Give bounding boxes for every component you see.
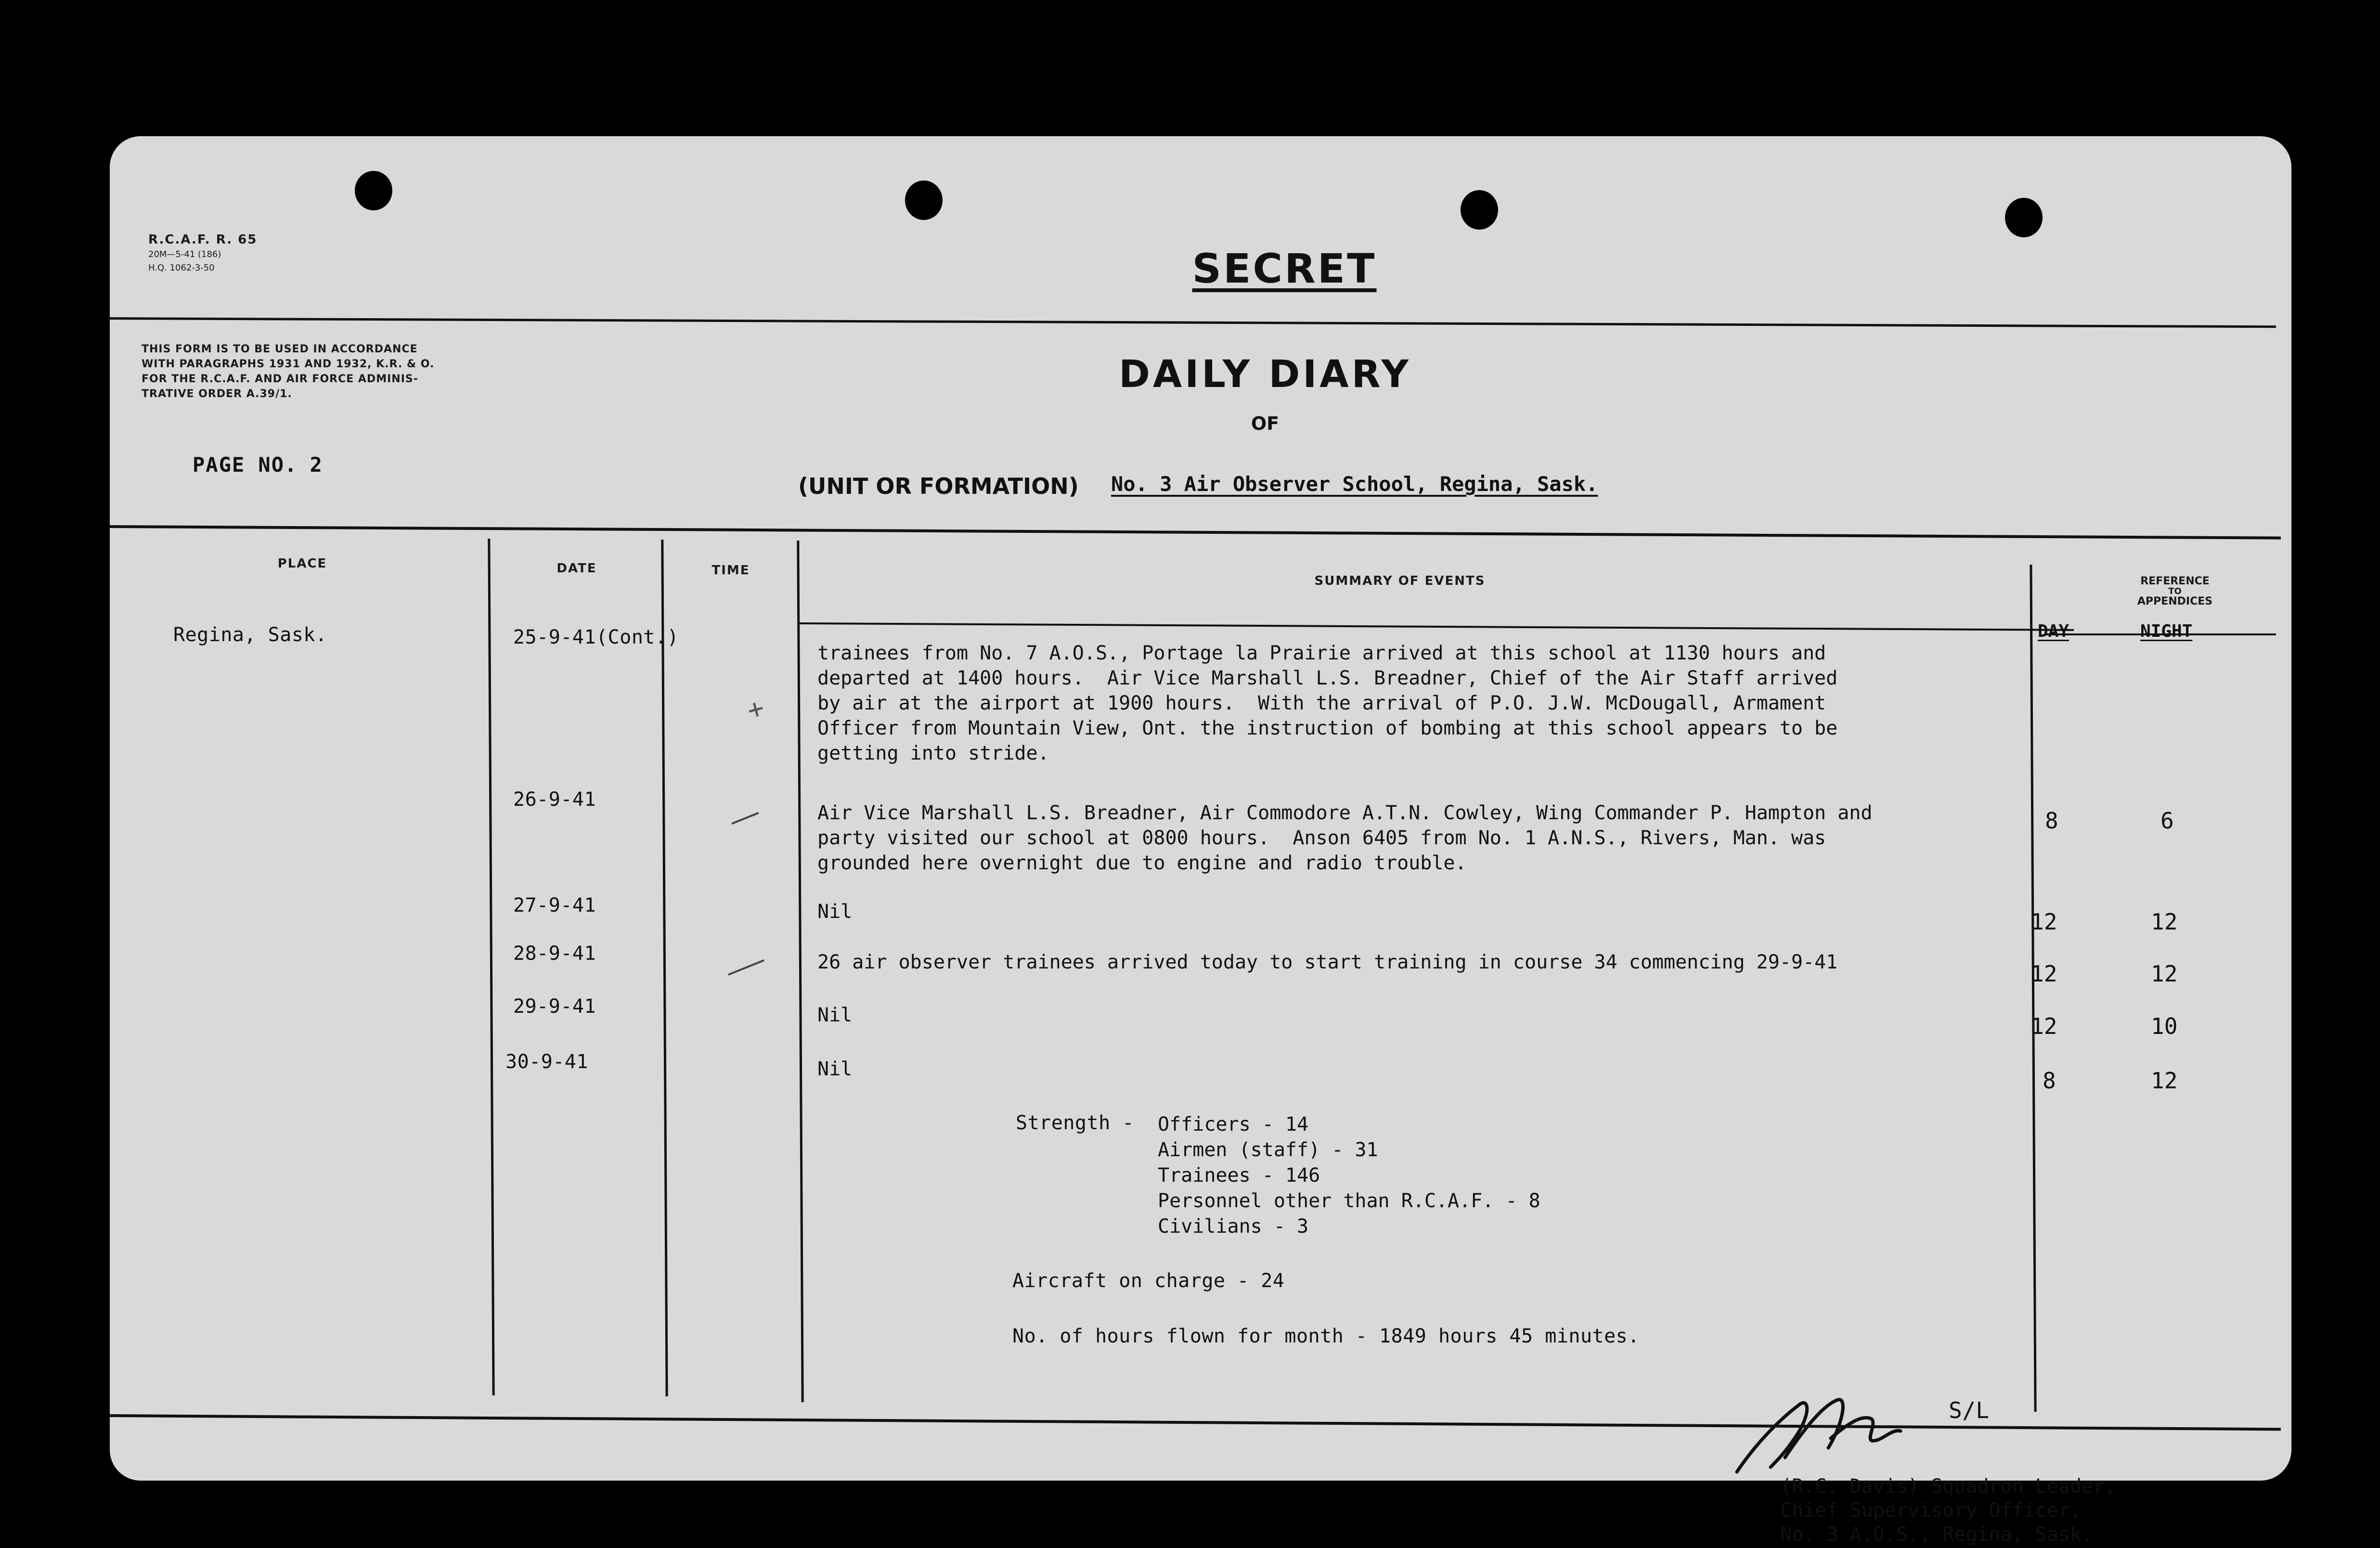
hours-flown: No. of hours flown for month - 1849 hours 45 minutes. bbox=[1012, 1325, 1640, 1347]
strength-list: Officers - 14 Airmen (staff) - 31 Trainees - 146 Personnel other than R.C.A.F. - 8 Civilians - 3 bbox=[1158, 1113, 1540, 1238]
unit-value: No. 3 Air Observer School, Regina, Sask. bbox=[1111, 472, 1598, 496]
column-rule bbox=[2030, 565, 2036, 1412]
unit-label: (UNIT OR FORMATION) bbox=[798, 473, 1079, 499]
punch-hole bbox=[2005, 198, 2043, 237]
form-print-line: 20M—5-41 (186) bbox=[148, 249, 221, 259]
column-head-rule bbox=[798, 622, 2074, 631]
form-instructions: THIS FORM IS TO BE USED IN ACCORDANCE WITH PARAGRAPHS 1931 AND 1932, K.R. & O. FOR THE R.C.A.F. AND AIR FORCE ADMINIS- TRATIVE ORDER A.39/1. bbox=[142, 343, 435, 400]
place-cell: Regina, Sask. bbox=[173, 624, 327, 646]
tick-mark bbox=[728, 959, 764, 976]
strength-label: Strength - bbox=[1016, 1112, 1134, 1134]
signature-suffix: S/L bbox=[1949, 1397, 1990, 1423]
header-rule bbox=[110, 317, 2276, 328]
entry-date: 29-9-41 bbox=[513, 995, 596, 1018]
night-reference: 12 bbox=[2151, 961, 2178, 987]
night-reference: 10 bbox=[2151, 1013, 2178, 1039]
entry-date: 30-9-41 bbox=[505, 1051, 589, 1073]
entry-date: 27-9-41 bbox=[513, 894, 596, 916]
punch-hole bbox=[905, 181, 943, 220]
aircraft-on-charge: Aircraft on charge - 24 bbox=[1012, 1270, 1285, 1292]
punch-hole bbox=[355, 171, 392, 210]
secret-marking: SECRET bbox=[1192, 245, 1377, 292]
entry-date: 25-9-41(Cont.) bbox=[513, 626, 679, 648]
table-top-rule bbox=[110, 525, 2281, 540]
summary-column-header: SUMMARY OF EVENTS bbox=[1314, 574, 1486, 588]
entry-summary: Nil bbox=[817, 1004, 853, 1026]
night-reference: 12 bbox=[2151, 909, 2178, 935]
time-column-header: TIME bbox=[711, 563, 750, 578]
date-column-header: DATE bbox=[556, 561, 597, 576]
reference-header: REFERENCE TO APPENDICES bbox=[2137, 575, 2213, 607]
day-reference: 8 bbox=[2043, 1068, 2056, 1094]
entry-date: 28-9-41 bbox=[513, 942, 596, 965]
entry-summary: trainees from No. 7 A.O.S., Portage la Prairie arrived at this school at 1130 hours and departed at 1400 hours. Air Vice Marshall L.S. Breadner, Chief of the Air Staff arrived by air at the airport at 1900 hours. With the arrival of P.O. J.W. McDougall, Armament Officer from Mountain View, Ont. the instruction of bombing at this school appears to be getting into stride. bbox=[817, 642, 1838, 764]
signatory-block: (R.C. Davis) Squadron Leader, Chief Supervisory Officer, No. 3 A.O.S., Regina, Sask. bbox=[1780, 1475, 2117, 1546]
tick-mark bbox=[731, 812, 759, 825]
entry-summary: Air Vice Marshall L.S. Breadner, Air Commodore A.T.N. Cowley, Wing Commander P. Hampton and party visited our school at 0800 hours. Anson 6405 from No. 1 A.N.S., Rivers, Man. was grounded here overnight due to engine and radio trouble. bbox=[817, 802, 1873, 874]
entry-summary: Nil bbox=[817, 901, 853, 923]
punch-hole bbox=[1461, 190, 1498, 230]
night-reference: 12 bbox=[2151, 1068, 2178, 1094]
day-reference: 12 bbox=[2031, 909, 2057, 935]
day-reference: 8 bbox=[2045, 808, 2058, 834]
night-reference: 6 bbox=[2160, 808, 2174, 834]
column-rule bbox=[488, 539, 494, 1395]
day-column-header: DAY bbox=[2038, 621, 2070, 641]
title-of: OF bbox=[1251, 413, 1280, 434]
diary-form-card bbox=[110, 136, 2291, 1546]
column-rule bbox=[797, 541, 803, 1402]
column-rule bbox=[661, 540, 668, 1396]
day-reference: 12 bbox=[2031, 961, 2057, 987]
form-print-line: H.Q. 1062-3-50 bbox=[148, 263, 215, 273]
page-number: PAGE NO. 2 bbox=[193, 453, 322, 477]
place-column-header: PLACE bbox=[277, 556, 327, 571]
entry-summary: 26 air observer trainees arrived today to start training in course 34 commencing 29-9-41 bbox=[817, 951, 1838, 973]
page-title: DAILY DIARY bbox=[1119, 353, 1411, 396]
night-column-header: NIGHT bbox=[2140, 621, 2193, 641]
entry-summary: Nil bbox=[817, 1058, 853, 1080]
form-number: R.C.A.F. R. 65 bbox=[148, 232, 258, 247]
form-reference bbox=[148, 232, 257, 274]
entry-date: 26-9-41 bbox=[513, 788, 596, 811]
day-reference: 12 bbox=[2031, 1013, 2057, 1039]
cross-mark: + bbox=[744, 692, 768, 727]
